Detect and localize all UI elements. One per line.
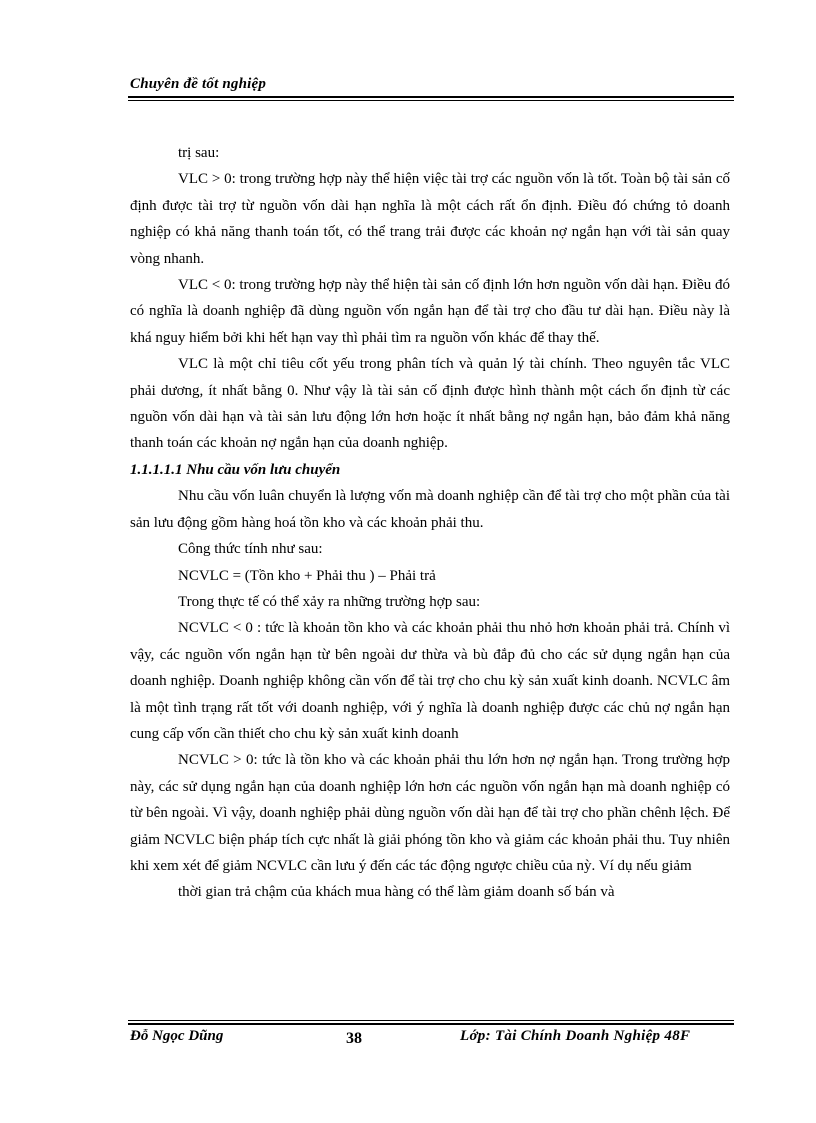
footer-rule xyxy=(128,1023,734,1025)
formula-line: NCVLC = (Tồn kho + Phải thu ) – Phải trả xyxy=(178,567,436,584)
section-heading: 1.1.1.1.1 Nhu cầu vốn lưu chuyển xyxy=(130,461,341,478)
paragraph: NCVLC > 0: tức là tồn kho và các khoản phải thu lớn hơn nợ ngắn hạn. Trong trường hợp này, các sử dụng ngắn hạn của doanh nghiệp lớn hơn các nguồn vốn ngắn hạn mà doanh nghiệp có từ bên ngoài. Vì vậy, doanh nghiệp phải dùng nguồn vốn dài hạn để tài trợ cho phần chênh lệch. Để giảm NCVLC biện pháp tích cực nhất là giải phóng tồn kho và giảm các khoản phải thu. Tuy nhiên khi xem xét để giảm NCVLC cần lưu ý đến các tác động ngược chiều của nỳ. Ví dụ nếu giảm xyxy=(130,752,730,874)
paragraph: VLC > 0: trong trường hợp này thể hiện việc tài trợ các nguồn vốn là tốt. Toàn bộ tài sản cố định được tài trợ từ nguồn vốn dài hạn nghĩa là một cách rất ổn định. Điều đó chứng tỏ doanh nghiệp có khả năng thanh toán tốt, có thể trang trải được các khoản nợ ngắn hạn với tài sản quay vòng nhanh. xyxy=(130,171,730,267)
paragraph: Trong thực tế có thể xảy ra những trường hợp sau: xyxy=(178,593,481,610)
header-rule-secondary xyxy=(128,100,734,101)
paragraph: VLC < 0: trong trường hợp này thể hiện tài sản cố định lớn hơn nguồn vốn dài hạn. Điều đó có nghĩa là doanh nghiệp đã dùng nguồn vốn ngắn hạn để tài trợ cho đầu tư dài hạn. Điều này là khá nguy hiểm bởi khi hết hạn vay thì phải tìm ra nguồn vốn khác để thay thế. xyxy=(130,277,730,346)
footer-class-label: Lớp: Tài Chính Doanh Nghiệp 48F xyxy=(460,1028,691,1044)
footer-author: Đỗ Ngọc Dũng xyxy=(130,1028,224,1044)
paragraph: Công thức tính như sau: xyxy=(178,541,323,558)
paragraph: Nhu cầu vốn luân chuyển là lượng vốn mà doanh nghiệp cần để tài trợ cho một phần của tài sản lưu động gồm hàng hoá tồn kho và các khoản phải thu. xyxy=(130,488,730,531)
header-rule xyxy=(128,96,734,98)
paragraph: NCVLC < 0 : tức là khoản tồn kho và các khoản phải thu nhỏ hơn khoản phải trả. Chính vì vậy, các nguồn vốn ngắn hạn từ bên ngoài dư thừa và bù đắp đủ cho các sử dụng ngắn hạn của doanh nghiệp. Doanh nghiệp không cần vốn để tài trợ cho chu kỳ sản xuất kinh doanh. NCVLC âm là một tình trạng rất tốt với doanh nghiệp, với ý nghĩa là doanh nghiệp được các chủ nợ ngắn hạn cung cấp vốn cần thiết cho chu kỳ sản xuất kinh doanh xyxy=(130,620,730,742)
paragraph: trị sau: xyxy=(178,145,220,161)
footer-rule-secondary xyxy=(128,1020,734,1021)
document-body xyxy=(130,140,730,906)
page-number: 38 xyxy=(346,1030,362,1047)
page-header-title: Chuyên đề tốt nghiệp xyxy=(130,76,267,92)
paragraph: thời gian trả chậm của khách mua hàng có thể làm giảm doanh số bán và xyxy=(178,884,615,901)
paragraph: VLC là một chỉ tiêu cốt yếu trong phân tích và quản lý tài chính. Theo nguyên tắc VLC phải dương, ít nhất bằng 0. Như vậy là tài sản cố định được hình thành một cách ổn định từ các nguồn vốn dài hạn và tài sản lưu động lớn hơn hoặc ít nhất bằng nợ ngắn hạn, bảo đảm khả năng thanh toán các khoản nợ ngắn hạn của doanh nghiệp. xyxy=(130,356,730,452)
